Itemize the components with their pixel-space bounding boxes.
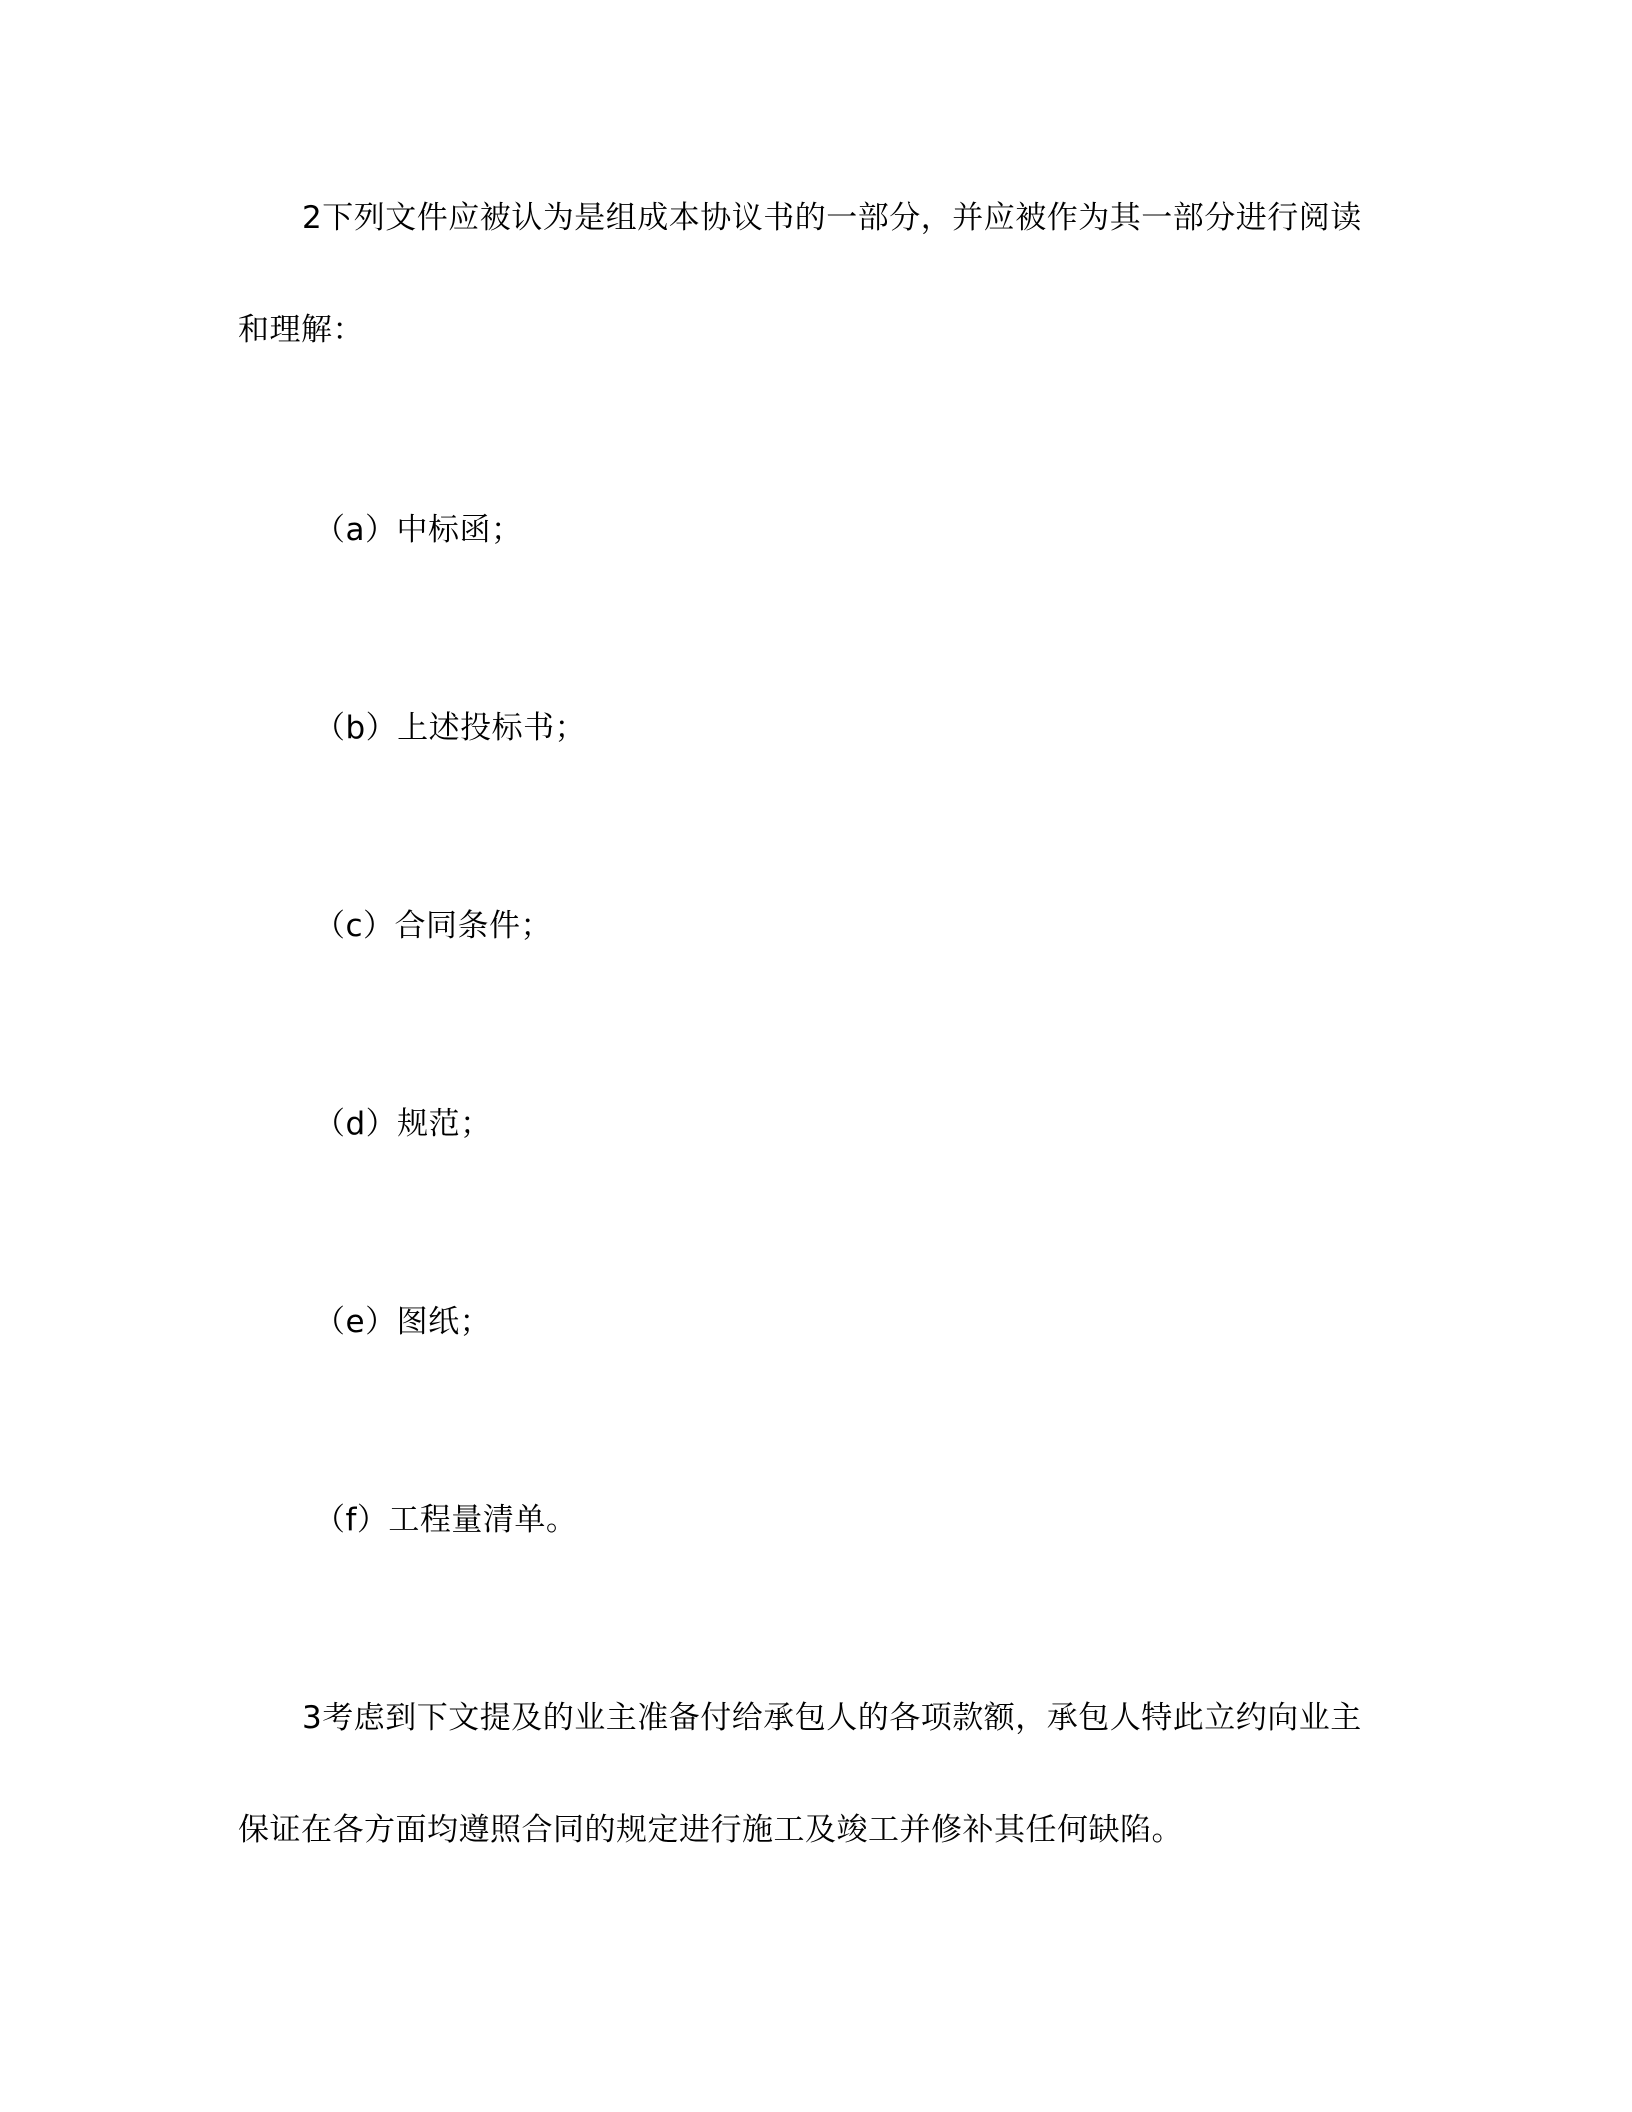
list-item-d: （d）规范；: [314, 1106, 492, 1142]
list-item-e: （e）图纸；: [314, 1304, 492, 1340]
list-item-f: （f）工程量清单。: [314, 1502, 578, 1538]
clause-3-line-1: 3考虑到下文提及的业主准备付给承包人的各项款额，承包人特此立约向业主: [302, 1700, 1362, 1736]
list-item-b: （b）上述投标书；: [314, 710, 587, 746]
list-item-a: （a）中标函；: [314, 512, 523, 548]
clause-3-line-2: 保证在各方面均遵照合同的规定进行施工及竣工并修补其任何缺陷。: [238, 1812, 1183, 1848]
clause-2-line-1: 2下列文件应被认为是组成本协议书的一部分，并应被作为其一部分进行阅读: [302, 200, 1362, 236]
clause-2-line-2: 和理解：: [238, 312, 364, 348]
list-item-c: （c）合同条件；: [314, 908, 553, 944]
